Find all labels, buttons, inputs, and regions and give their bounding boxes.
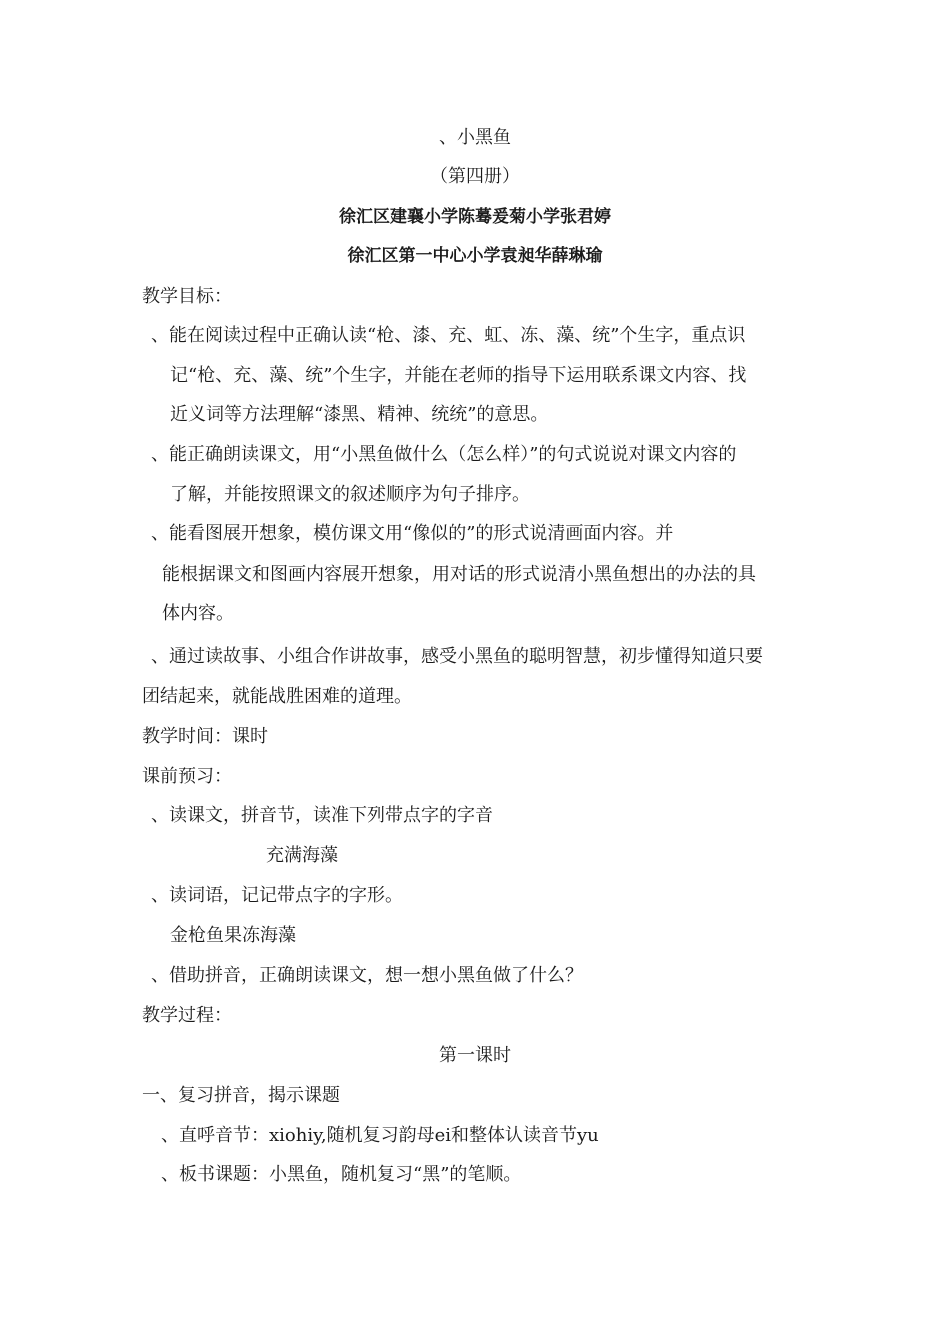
objective-1-line-2: 记“枪、充、藻、统”个生字，并能在老师的指导下运用联系课文内容、找 xyxy=(170,365,747,386)
objective-2-line-2: 了解，并能按照课文的叙述顺序为句子排序。 xyxy=(170,484,530,505)
teaching-time: 教学时间：课时 xyxy=(142,726,268,747)
preview-item-2: 、读词语，记记带点字的字形。 xyxy=(151,885,403,906)
objectives-heading: 教学目标： xyxy=(142,286,232,307)
objective-1-line-1: 、能在阅读过程中正确认读“枪、漆、充、虹、冻、藻、统”个生字，重点识 xyxy=(151,325,746,346)
step-1: 、直呼音节：xiohiy,随机复习韵母ei和整体认读音节yu xyxy=(161,1125,599,1146)
objective-3-line-3: 体内容。 xyxy=(162,603,234,624)
lesson-period-title: 第一课时 xyxy=(439,1045,511,1066)
authors-line-2: 徐汇区第一中心小学袁昶华薛琳瑜 xyxy=(347,246,603,266)
objective-1-line-3: 近义词等方法理解“漆黑、精神、统统”的意思。 xyxy=(170,404,549,425)
objective-3-line-2: 能根据课文和图画内容展开想象，用对话的形式说清小黑鱼想出的办法的具 xyxy=(162,564,756,585)
objective-3-line-1: 、能看图展开想象，模仿课文用“像似的”的形式说清画面内容。并 xyxy=(151,523,674,544)
preview-heading: 课前预习： xyxy=(142,766,232,787)
preview-item-1-words: 充满海藻 xyxy=(266,845,338,866)
preview-item-1: 、读课文，拼音节，读准下列带点字的字音 xyxy=(151,805,493,826)
step-2: 、板书课题：小黑鱼，随机复习“黑”的笔顺。 xyxy=(161,1164,522,1185)
preview-item-2-words: 金枪鱼果冻海藻 xyxy=(170,925,296,946)
lesson-title: 、小黑鱼 xyxy=(439,127,511,148)
objective-2-line-1: 、能正确朗读课文，用“小黑鱼做什么（怎么样）”的句式说说对课文内容的 xyxy=(151,444,737,465)
process-heading: 教学过程： xyxy=(142,1005,232,1026)
objective-4-line-1: 、通过读故事、小组合作讲故事，感受小黑鱼的聪明智慧，初步懂得知道只要 xyxy=(151,646,763,667)
preview-item-3: 、借助拼音，正确朗读课文，想一想小黑鱼做了什么？ xyxy=(151,965,583,986)
objective-4-line-2: 团结起来，就能战胜困难的道理。 xyxy=(142,686,412,707)
book-volume: （第四册） xyxy=(430,166,520,187)
section-1-heading: 一、复习拼音，揭示课题 xyxy=(142,1085,340,1106)
authors-line-1: 徐汇区建襄小学陈蓦爰菊小学张君婷 xyxy=(339,207,611,227)
